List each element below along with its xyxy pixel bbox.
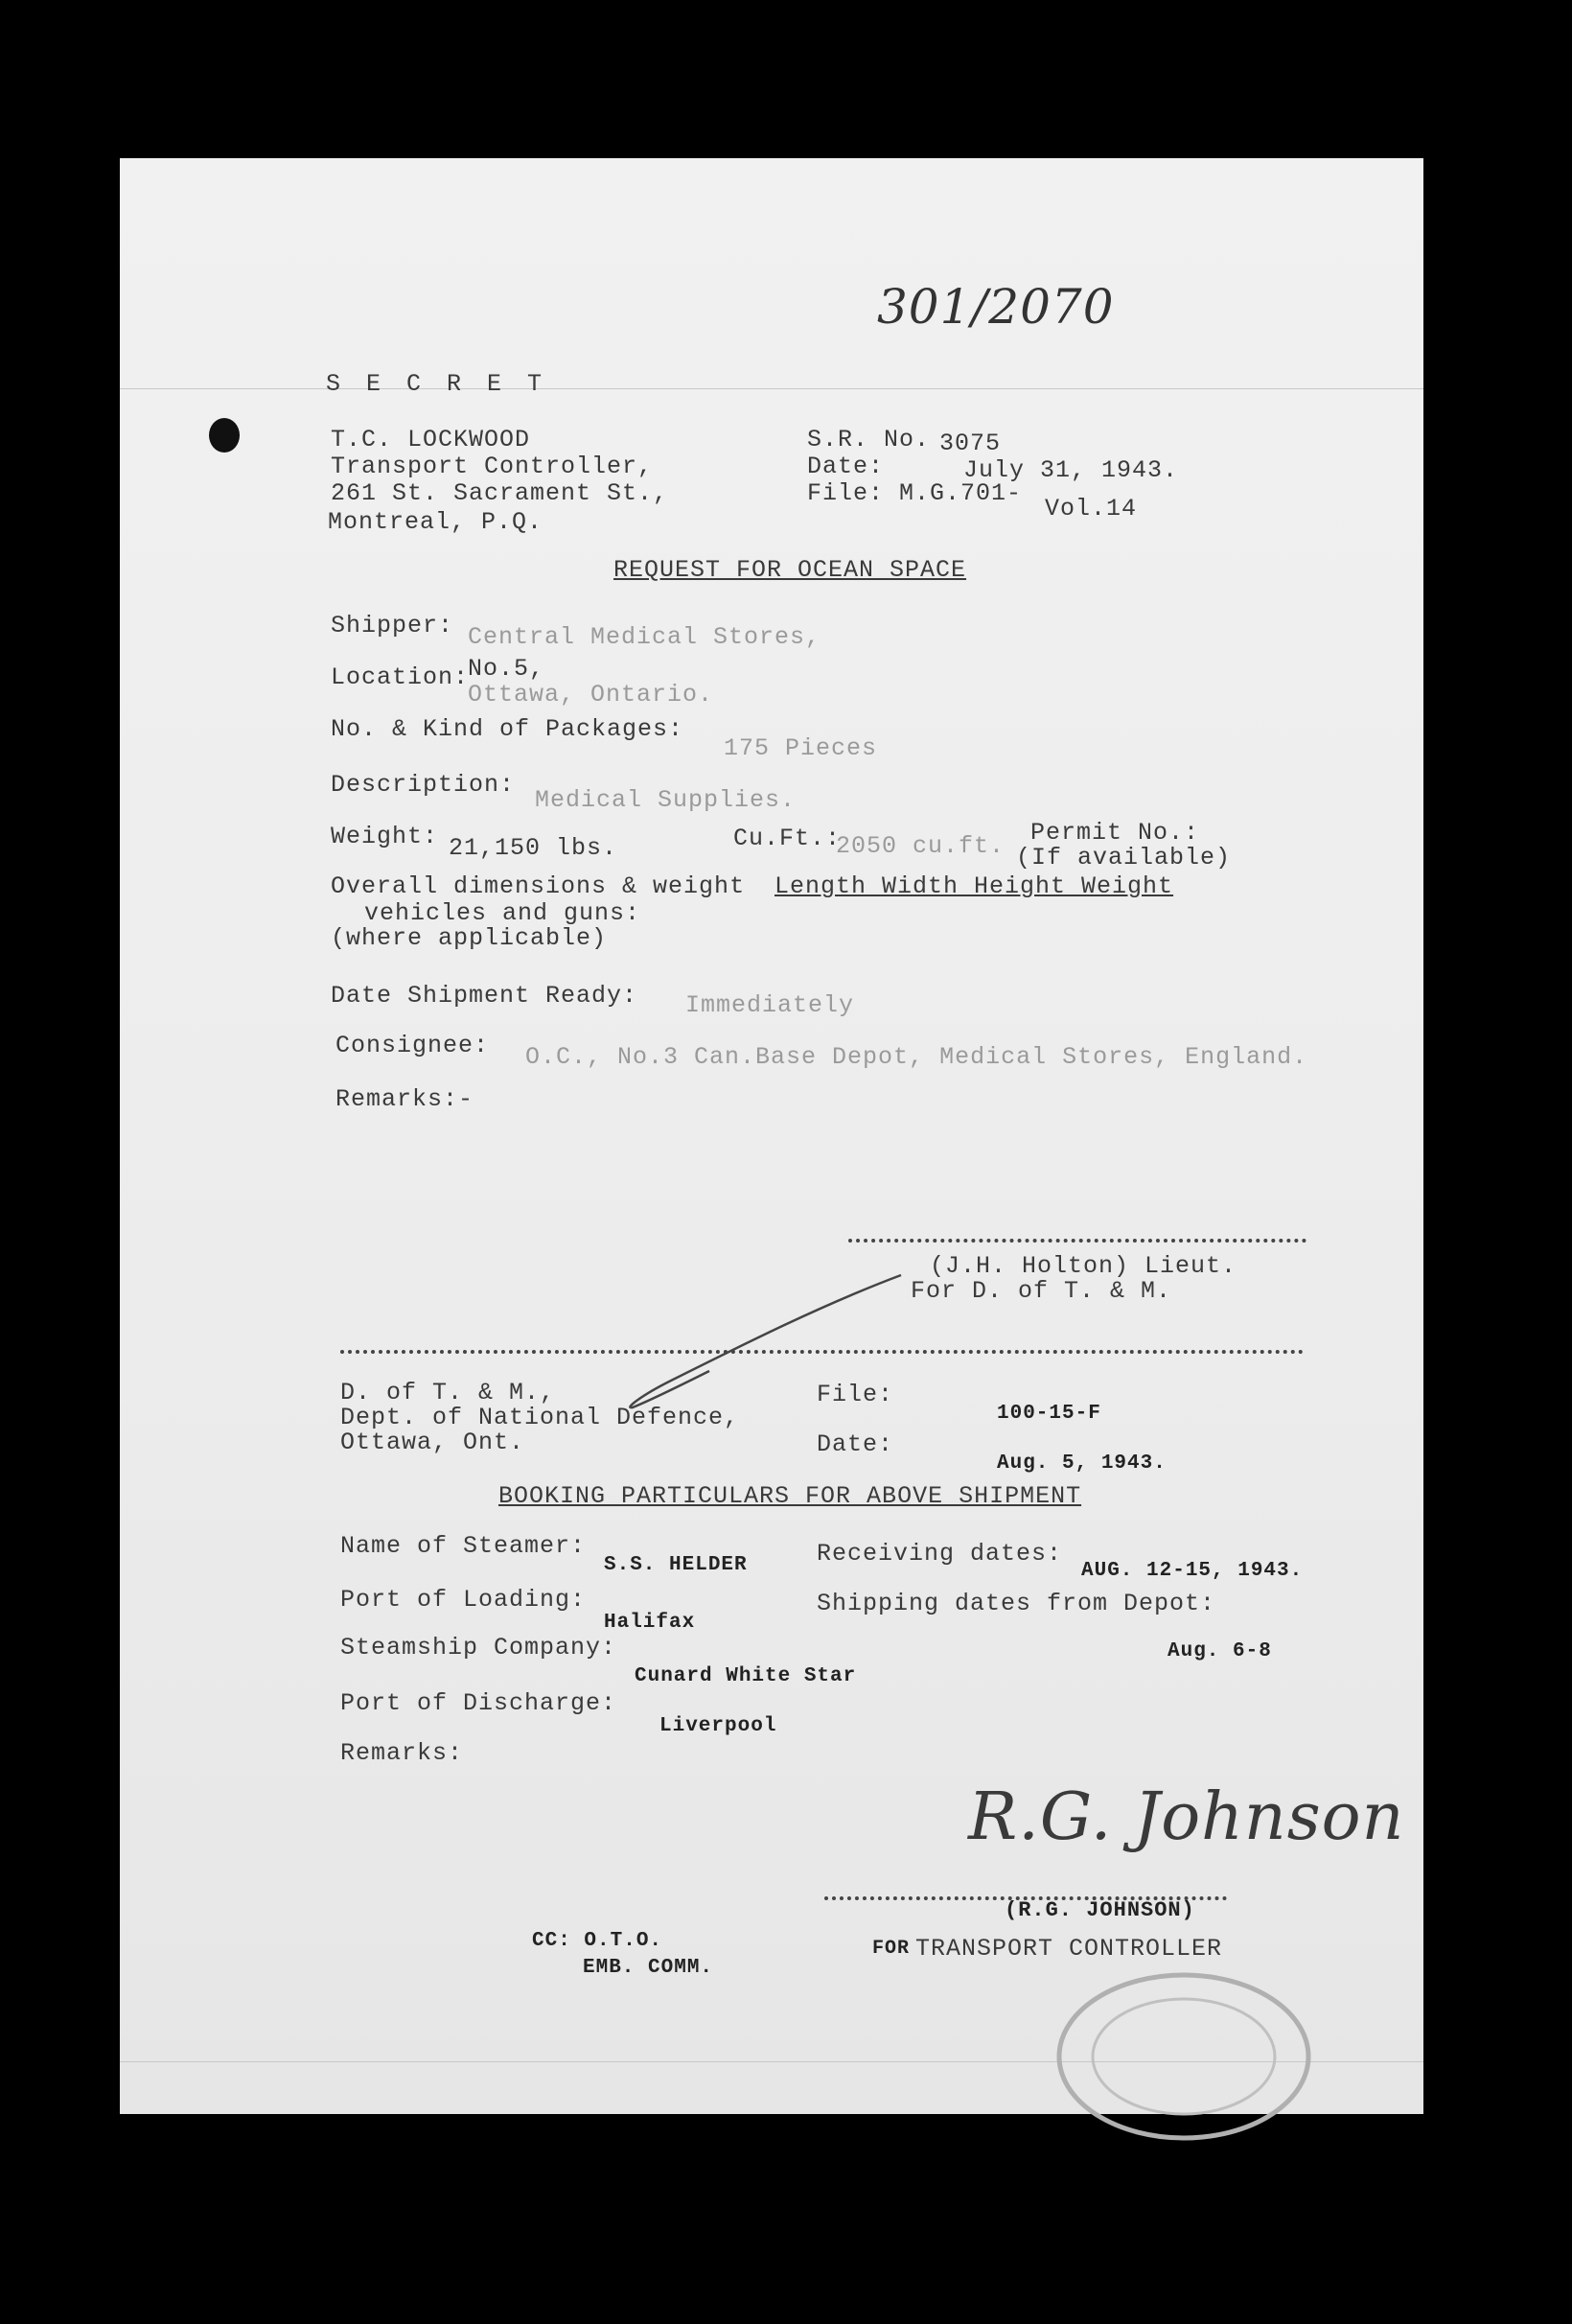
controller-name: (R.G. JOHNSON) [1005, 1898, 1195, 1922]
dimensions-label-3: (where applicable) [331, 924, 608, 952]
sr-label: S.R. No. [807, 426, 931, 453]
dimensions-label-2: vehicles and guns: [364, 899, 641, 927]
section-divider [340, 1350, 1304, 1354]
for-label: FOR [872, 1938, 911, 1960]
discharge-label: Port of Discharge: [340, 1689, 617, 1717]
dimensions-headers: Length Width Height Weight [774, 872, 1174, 900]
signatory-for: For D. of T. & M. [911, 1277, 1172, 1305]
cc-line-1: CC: O.T.O. [532, 1930, 663, 1952]
file-label: File: M.G.701- [807, 479, 1023, 507]
shipping-dates-value: Aug. 6-8 [1167, 1640, 1272, 1662]
booking-to-1: D. of T. & M., [340, 1379, 556, 1406]
date-label: Date: [807, 453, 885, 480]
shipper-value: Central Medical Stores, [468, 623, 821, 651]
dimensions-label: Overall dimensions & weight [331, 872, 746, 900]
sender-name: T.C. LOCKWOOD [331, 426, 531, 453]
booking-to-2: Dept. of National Defence, [340, 1404, 740, 1431]
location-value-1: No.5, [468, 655, 545, 683]
steamer-label: Name of Steamer: [340, 1532, 587, 1560]
punch-hole [209, 418, 240, 453]
booking-remarks-label: Remarks: [340, 1739, 464, 1767]
permit-label: Permit No.: [1030, 819, 1200, 847]
file-volume: Vol.14 [1045, 495, 1138, 523]
port-loading-value: Halifax [604, 1612, 696, 1634]
shipper-label: Shipper: [331, 612, 454, 639]
consignee-label: Consignee: [335, 1032, 490, 1059]
sender-title: Transport Controller, [331, 453, 654, 480]
sr-value: 3075 [939, 430, 1002, 457]
sender-city: Montreal, P.Q. [328, 508, 543, 536]
permit-note: (If available) [1016, 844, 1232, 872]
booking-date-label: Date: [817, 1430, 894, 1458]
sender-address: 261 St. Sacrament St., [331, 479, 669, 507]
shipping-dates-label: Shipping dates from Depot: [817, 1590, 1216, 1617]
date-value: July 31, 1943. [963, 456, 1179, 484]
cuft-label: Cu.Ft.: [733, 825, 842, 852]
official-stamp [1040, 1951, 1328, 2143]
company-value: Cunard White Star [635, 1665, 857, 1687]
packages-value: 175 Pieces [724, 734, 878, 762]
signature-line [848, 1239, 1306, 1243]
receiving-label: Receiving dates: [817, 1540, 1063, 1568]
consignee-value: O.C., No.3 Can.Base Depot, Medical Stores, England. [525, 1043, 1308, 1071]
location-value-2: Ottawa, Ontario. [468, 681, 714, 709]
booking-file-label: File: [817, 1381, 894, 1408]
handwritten-signature: R.G. Johnson [968, 1779, 1405, 1855]
ready-value: Immediately [685, 991, 855, 1019]
discharge-value: Liverpool [659, 1715, 777, 1737]
description-label: Description: [331, 771, 516, 799]
controller-title: TRANSPORT CONTROLLER [915, 1935, 1223, 1963]
fold-line [120, 388, 1423, 389]
booking-to-3: Ottawa, Ont. [340, 1429, 525, 1456]
handwritten-file-number: 301/2070 [877, 279, 1115, 335]
steamer-value: S.S. HELDER [604, 1554, 748, 1576]
location-label: Location: [331, 663, 470, 691]
booking-file-value: 100-15-F [997, 1403, 1101, 1425]
signatory-name: (J.H. Holton) Lieut. [930, 1252, 1237, 1280]
form-title: REQUEST FOR OCEAN SPACE [613, 556, 967, 584]
booking-date-value: Aug. 5, 1943. [997, 1452, 1167, 1475]
classification: S E C R E T [326, 370, 548, 398]
ready-label: Date Shipment Ready: [331, 982, 638, 1010]
company-label: Steamship Company: [340, 1634, 617, 1662]
remarks-label: Remarks:- [335, 1085, 474, 1113]
description-value: Medical Supplies. [535, 786, 797, 814]
cuft-value: 2050 cu.ft. [836, 832, 1006, 860]
weight-value: 21,150 lbs. [449, 834, 618, 862]
packages-label: No. & Kind of Packages: [331, 715, 684, 743]
booking-title: BOOKING PARTICULARS FOR ABOVE SHIPMENT [498, 1482, 1082, 1510]
weight-label: Weight: [331, 823, 439, 850]
receiving-value: AUG. 12-15, 1943. [1081, 1560, 1304, 1582]
port-loading-label: Port of Loading: [340, 1586, 587, 1614]
cc-line-2: EMB. COMM. [583, 1957, 714, 1979]
